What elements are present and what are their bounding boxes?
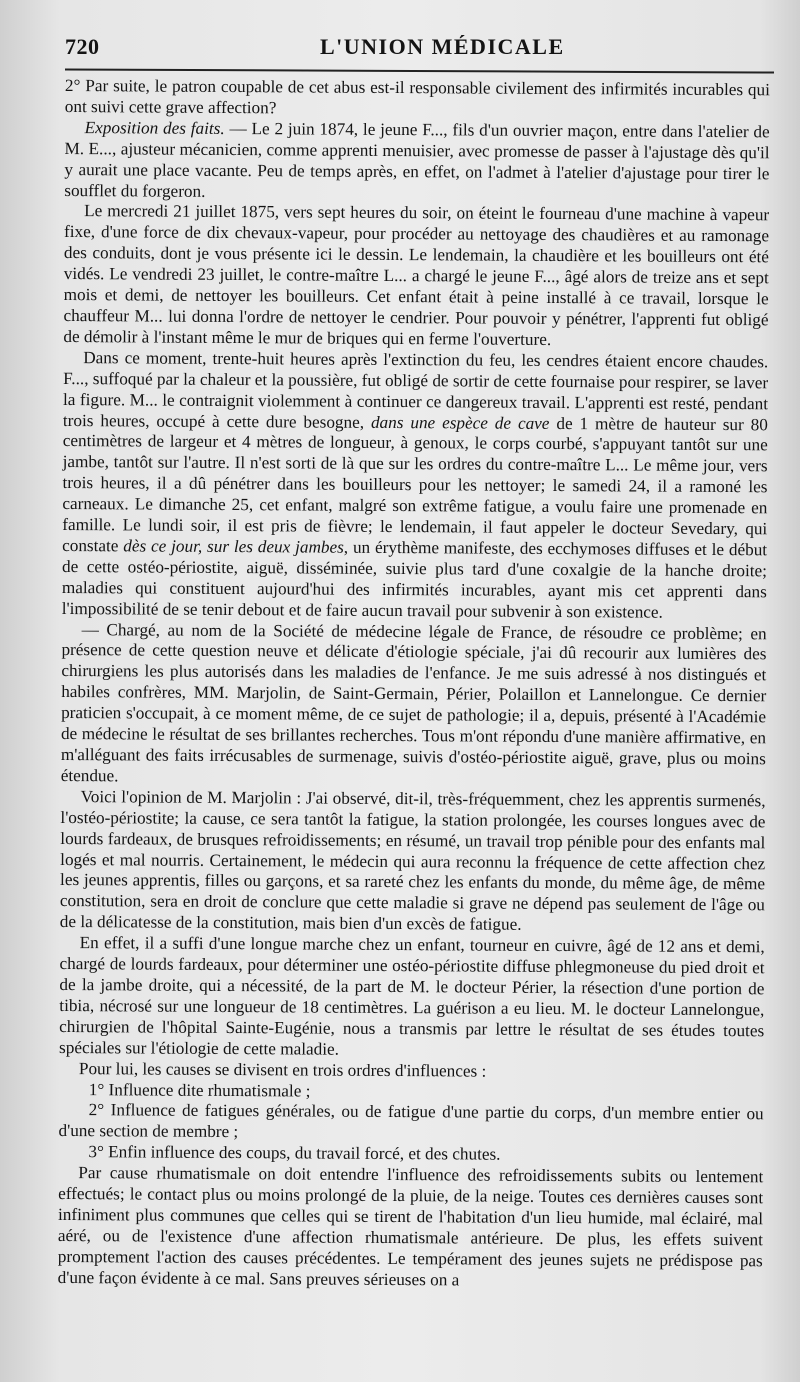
list-item-cause-3: 3° Enfin influence des coups, du travail forcé, et des chutes. (88, 1142, 501, 1164)
paragraph-text: Dans ce moment, trente-huit heures après l'extinction du feu, les cendres étaient encore chaudes. F..., suffoqué par la chaleur et la poussière, fut obligé de sortir de cette fournaise pour respirer, se laver la figure. M... le contraignit violemment à continuer ce dangereux travail. L'apprenti est resté, pendant trois heures, occupé à cette dure besogne, (62, 347, 769, 432)
paragraph-text: , un érythème manifeste, des ecchymoses diffuses et le début de cette ostéo-périostite, aiguë, disséminée, suivie plus tard d'une coxalgie de la hanche droite; maladies qui constituent aujourd'hui des infirmités incurables, ayant mis cet apprenti dans l'impossibilité de se tenir debout et de faire aucun travail pour subvenir à son existence. (61, 537, 768, 622)
paragraph-text: de 1 mètre de hauteur sur 80 centimètres de largeur et 4 mètres de longueur, à genoux, le corps courbé, s'appuyant tantôt sur une jambe, tantôt sur l'autre. Il n'est sorti de là que sur les ordres du contre-maître L... Le même jour, vers trois heures, il a dû pénétrer dans les bouilleurs pour les nettoyer; le samedi 24, il a ramoné les carneaux. Le dimanche 25, cet enfant, malgré son extrême fatigue, a voulu faire une promenade en famille. Le lundi soir, il est pris de fièvre; le lendemain, il faut appeler le docteur Sevedary, qui constate (62, 413, 768, 556)
paragraph-marjolin: Voici l'opinion de M. Marjolin : J'ai observé, dit-il, très-fréquemment, chez les apprentis surmenés, l'ostéo-périostite; la cause, ce sera tantôt la fatigue, la station prolongée, les courses longues avec de lourds fardeaux, de brusques refroidissements; en résumé, un travail trop pénible pour des enfants mal logés et mal nourris. Certainement, le médecin qui aura reconnu la fréquence de cette affection chez les jeunes apprentis, filles ou garçons, et sa rareté chez les enfants du monde, du même âge, de même constitution, sera en droit de conclure que cette maladie si grave ne dépend pas seulement de l'âge ou de la délicatesse de la constitution, mais bien d'un excès de fatigue. (59, 786, 766, 935)
list-item-cause-2: 2° Influence de fatigues générales, ou de fatigue d'une partie du corps, d'un membre entier ou d'une section de membre ; (58, 1100, 764, 1142)
section-heading: Exposition des faits. (84, 117, 225, 138)
paragraph-perier-case: En effet, il a suffi d'une longue marche chez un enfant, tourneur en cuivre, âgé de 12 ans et demi, chargé de lourds fardeaux, pour déterminer une ostéo-périostite diffuse phlegmoneuse du pied droit et de la jambe droite, qui a nécessité, de la part de M. le docteur Périer, la résection d'une portion de tibia, nécrosé sur une longueur de 18 centimètres. La guérison a eu lieu. M. le docteur Lannelongue, chirurgien de l'hôpital Sainte-Eugénie, nous a transmis par lettre le résultat de ses études toutes spéciales sur l'étiologie de cette maladie. (59, 933, 765, 1059)
paragraph-wednesday: Le mercredi 21 juillet 1875, vers sept heures du soir, on éteint le fourneau d'une machine à vapeur fixe, d'une force de dix chevaux-vapeur, pour procéder au nettoyage des chaudières et au ramonage des conduits, dont je vous présente ici le dessin. Le lendemain, la chaudière et les bouilleurs ont été vidés. Le vendredi 23 juillet, le contre-maître L... a chargé le jeune F..., âgé alors de treize ans et sept mois et demi, de nettoyer les bouilleurs. Cet enfant était à peine installé à ce travail, lorsque le chauffeur M... lui donna l'ordre de nettoyer le cendrier. Pour pouvoir y pénétrer, l'apprenti fut obligé de démolir à l'instant même le mur de briques qui en ferme l'ouverture. (63, 201, 770, 349)
page-number: 720 (65, 34, 100, 59)
paragraph-hot-ashes (62, 348, 769, 624)
paragraph-society: — Chargé, au nom de la Société de médecine légale de France, de résoudre ce problème; en présence de cette question neuve et délicate d'étiologie spéciale, j'ai dû recourir aux lumières des chirurgiens les plus autorisés dans les maladies de l'enfance. Je me suis adressé à nos distingués et habiles confrères, MM. Marjolin, de Saint-Germain, Périer, Polaillon et Lannelongue. Ce dernier praticien s'occupait, à ce moment même, de ce sujet de pathologie; il a, depuis, présenté à l'Académie de médecine le résultat de ses brillantes recherches. Tous m'ont répondu d'une manière affirmative, en m'alléguant des faits irrécusables de surmenage, suivis d'ostéo-périostite aiguë, grave, plus ou moins étendue. (60, 619, 767, 786)
paragraph-rheumatism: Par cause rhumatismale on doit entendre l'influence des refroidissements subits ou lentement effectués; le contact plus ou moins prolongé de la pluie, de la neige. Toutes ces dernières causes sont infiniment plus communes que celles qui se tirent de l'habitation d'un lieu humide, mal éclairé, mal aéré, ou de l'existence d'une affection rhumatismale antérieure. De plus, les effets suivent promptement l'action des causes précédentes. Le tempérament des jeunes sujets ne prédispose pas d'une façon évidente à ce mal. Sans preuves sérieuses on a (57, 1163, 764, 1290)
page-header (65, 30, 770, 66)
emphasis-text: dès ce jour, sur les deux jambes (123, 536, 344, 557)
journal-title: L'UNION MÉDICALE (320, 34, 565, 59)
emphasis-text: dans une espèce de cave (370, 412, 550, 433)
paragraph-causes-intro: Pour lui, les causes se divisent en trois ordres d'influences : (78, 1058, 487, 1081)
article-body (58, 76, 770, 1293)
list-item-cause-1: 1° Influence dite rhumatismale ; (88, 1079, 311, 1101)
paragraph-exposition: Exposition des faits. — Le 2 juin 1874, le jeune F..., fils d'un ouvrier maçon, entre dans l'atelier de M. E..., ajusteur mécanicien, comme apprenti menuisier, avec promesse de passer à l'ajustage dès qu'il y aurait une place vacante. Peu de temps après, en effet, on l'admet à l'atelier d'ajustage pour tirer le soufflet du forgeron. (64, 117, 770, 201)
paragraph-questions: 2° Par suite, le patron coupable de cet abus est-il responsable civilement des infirmités incurables qui ont suivi cette grave affection? (64, 76, 770, 118)
header-rule (65, 68, 774, 73)
